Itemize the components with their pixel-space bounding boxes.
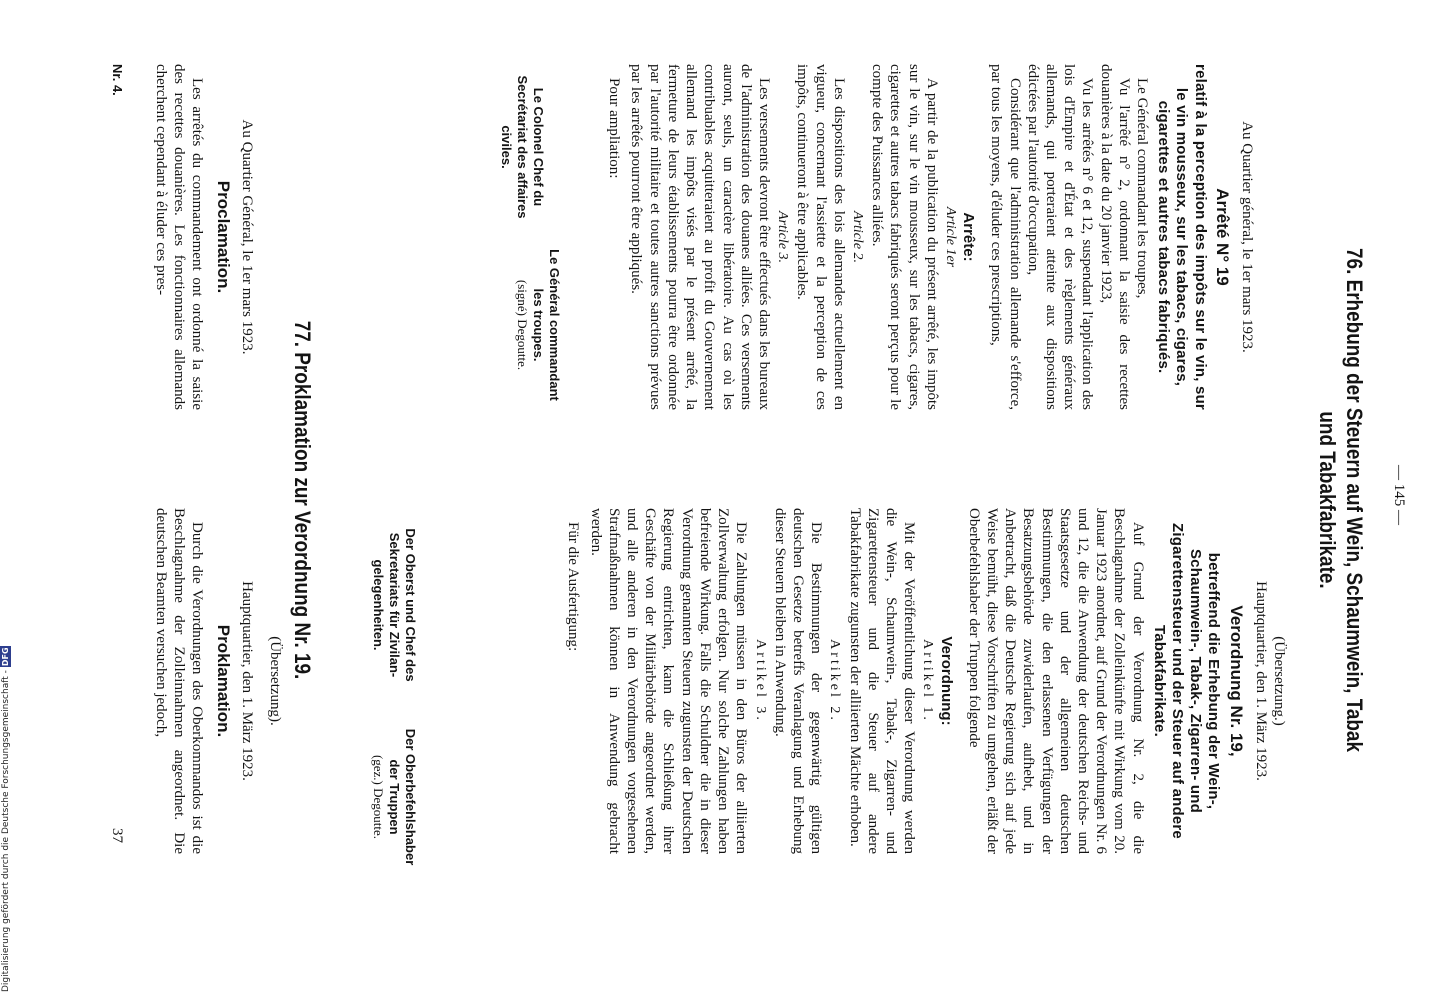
fr-subject: relatif à la perception des impôts sur le vin, sur le vin mousseux, sur les tabacs, cigares, cigarettes et autres tabacs fabriqués. <box>1155 64 1209 410</box>
digitization-note: Digitalisierung gefördert durch die Deutsche Forschungsgemeinschaft - <box>1 670 11 992</box>
de-artikel-2: Artikel 2. <box>827 639 843 723</box>
de-sig-right-line2: der Truppen <box>387 759 402 835</box>
de-signature-left <box>370 520 418 690</box>
fr-sig-right-line2: les troupes. <box>531 288 546 362</box>
de-subject: betreffend die Erhebung der Wein-, Schaumwein-, Tabak-, Zigarren- und Zigarettensteuer und der Steuer auf andere Tabakfabrikate. <box>1150 523 1223 839</box>
fr-article-2: Article 2. <box>849 210 865 264</box>
section-77-title: 77. Proklamation zur Verordnung Nr. 19. <box>290 320 315 680</box>
de-signature-right <box>370 712 418 882</box>
fr-arrete-heading: Arrêté N° 19 <box>1212 188 1232 286</box>
fr-date: Au Quartier général, le 1er mars 1923. <box>1239 121 1255 353</box>
fr-ampliation: Pour ampliation: <box>606 78 623 179</box>
fr-sig-right-line3: (signé) Degoutte. <box>515 279 530 371</box>
de-sig-right-line3: (gez.) Degoutte. <box>371 754 386 840</box>
s77-de-text: Durch die Verordnungen des Oberkommandos ist die Beschlagnahme der Zolleinnahmen angeordnet. Die deutschen Beamten versuchen jedoch, <box>152 508 205 854</box>
fr-article-2-text: Les dispositions des lois allemandes actuellement en vigueur, concernant l'assiette et la perception de ces impôts, continueront à être applicables. <box>794 64 847 410</box>
fr-preamble-2: Vu l'arrêté n° 2, ordonnant la saisie des recettes douanières à la date du 20 janvier 1923, <box>1097 64 1132 410</box>
fr-article-1-text: A partir de la publication du présent arrêté, les impôts sur le vin, sur le vin mousseux, sur les tabacs, cigares, cigarettes et autres tabacs fabriqués seront perçus pour le compte des Puissances alliées. <box>869 64 940 410</box>
digitization-credit <box>0 646 12 992</box>
fr-signature-left <box>498 62 546 232</box>
de-sig-left-line1: Der Oberst und Chef des <box>403 528 418 682</box>
de-verordnung-word: Verordnung: <box>937 636 955 726</box>
de-artikel-3-text: Die Zahlungen müssen in den Büros der alliierten Zollverwaltung erfolgen. Nur solche Zahlungen haben befreiende Wirkung. Falls die Schuldner die in dieser Verordnung genannten Steuern zugunsten der Deutschen Regierung entrichten, kann die Schließung ihrer Geschäfte von der Militärbehörde angeordnet werden, und alle anderen in den Verordnungen vorgesehenen Strafmaßnahmen können in Anwendung gebracht werden. <box>587 508 750 854</box>
fr-preamble-1: Le Général commandant les troupes, <box>1133 78 1150 299</box>
german-column <box>564 508 1288 854</box>
sheet-number: 37 <box>109 828 125 843</box>
fr-preamble-4: Considérant que l'administration allemande s'efforce, par tous les moyens, d'éluder ces prescriptions, <box>988 64 1023 410</box>
de-sig-left-line2: Sekretariats für Zivilan- <box>387 532 402 678</box>
de-date: Hauptquartier, den 1. März 1923. <box>1252 581 1269 781</box>
de-ausfertigung: Für die Ausfertigung: <box>565 522 582 652</box>
s77-de-uebersetzung: (Übersetzung). <box>267 636 283 726</box>
de-uebersetzung: (Übersetzung.) <box>1271 636 1287 726</box>
de-artikel-3: Artikel 3. <box>752 639 768 723</box>
fr-arrete-word: Arrête: <box>960 212 978 262</box>
de-sig-left-line3: gelegenheiten. <box>371 559 386 651</box>
fr-article-3: Article 3. <box>775 210 791 264</box>
fr-signature-right <box>514 240 562 410</box>
s77-fr-column <box>151 64 206 410</box>
section-76-title-line2: und Tabakfabrikate. <box>1315 411 1340 589</box>
de-artikel-1-text: Mit der Veröffentlichung dieser Verordnung werden die Wein-, Schaumwein-, Tabak-, Zigarren- und Zigarettensteuer und die Steuer auf andere Tabakfabrikate zugunsten der alliierten Mächte erhoben. <box>846 508 918 854</box>
de-sig-right-line1: Der Oberbefehlshaber <box>403 728 418 866</box>
de-artikel-1: Artikel 1. <box>920 639 936 723</box>
s77-fr-text: Les arrêtés du commandement ont ordonné la saisie des recettes douanières. Les fonctionnaires allemands cherchent cependant à éluder ces pres- <box>152 64 205 410</box>
section-76-title-line1: 76. Erhebung der Steuern auf Wein, Schaumwein, Tabak <box>1342 248 1367 752</box>
s77-de-column <box>151 508 206 854</box>
fr-sig-right-line1: Le Général commandant <box>547 249 562 401</box>
fr-sig-left-line2: Secrétariat des affaires <box>515 75 530 219</box>
de-artikel-2-text: Die Bestimmungen der gegenwärtig gültigen deutschen Gesetze betreffs Veranlagung und Erhebung dieser Steuern bleiben in Anwendung. <box>771 508 825 854</box>
de-verordnung-heading: Verordnung Nr. 19, <box>1226 605 1246 757</box>
issue-number: Nr. 4. <box>110 64 125 96</box>
page-number: — 145 — <box>1391 465 1407 525</box>
dfg-logo: DFG <box>1 647 10 667</box>
s77-fr-date: Au Quartier Général, le 1er mars 1923. <box>239 119 255 355</box>
section-76-title <box>1314 104 1368 895</box>
fr-article-1: Article 1er <box>942 206 958 268</box>
de-preamble: Auf Grund der Verordnung Nr. 2, die die Beschlagnahme der Zolleinkünfte mit Wirkung vom 20. Januar 1923 anordnet, auf Grund der Verordnungen Nr. 6 und 12, die die Anwendung der deutschen Reichs- und Staatsgesetze und der allgemeinen deutschen Bestimmungen, die den erlassenen Verfügungen der Besatzungsbehörde zuwiderlaufen, aufhebt, und in Anbetracht, daß die Deutsche Regierung sich auf jede Weise bemüht, diese Vorschriften zu umgehen, erläßt der Oberbefehlshaber der Truppen folgende <box>965 508 1146 854</box>
s77-de-heading: Proklamation. <box>214 624 233 738</box>
fr-preamble-3: Vu les arrêtés n° 6 et 12, suspendant l'application des lois d'Empire et d'État et des règlements généraux allemands, qui porteraient atteinte aux dispositions édictées par l'autorité d'occupation, <box>1024 64 1096 410</box>
fr-sig-left-line1: Le Colonel Chef du <box>531 87 546 207</box>
s77-de-date: Hauptquartier, den 1. März 1923. <box>239 581 255 781</box>
s77-fr-heading: Proclamation. <box>214 180 233 294</box>
fr-article-3-text: Les versements devront être effectués dans les bureaux de l'administration des douanes alliées. Ces versements auront, seuls, un caractère libératoire. Au cas où les contribuables acquitteraient au profit du Gouvernement allemand les impôts visés par le présent arrêté, la fermeture de leurs établissements pourra être ordonnée par l'autorité militaire et toutes autres sanctions prévues par les arrêtés pourront être appliqués. <box>628 64 772 410</box>
french-column <box>605 64 1256 410</box>
fr-sig-left-line3: civiles. <box>499 125 514 169</box>
